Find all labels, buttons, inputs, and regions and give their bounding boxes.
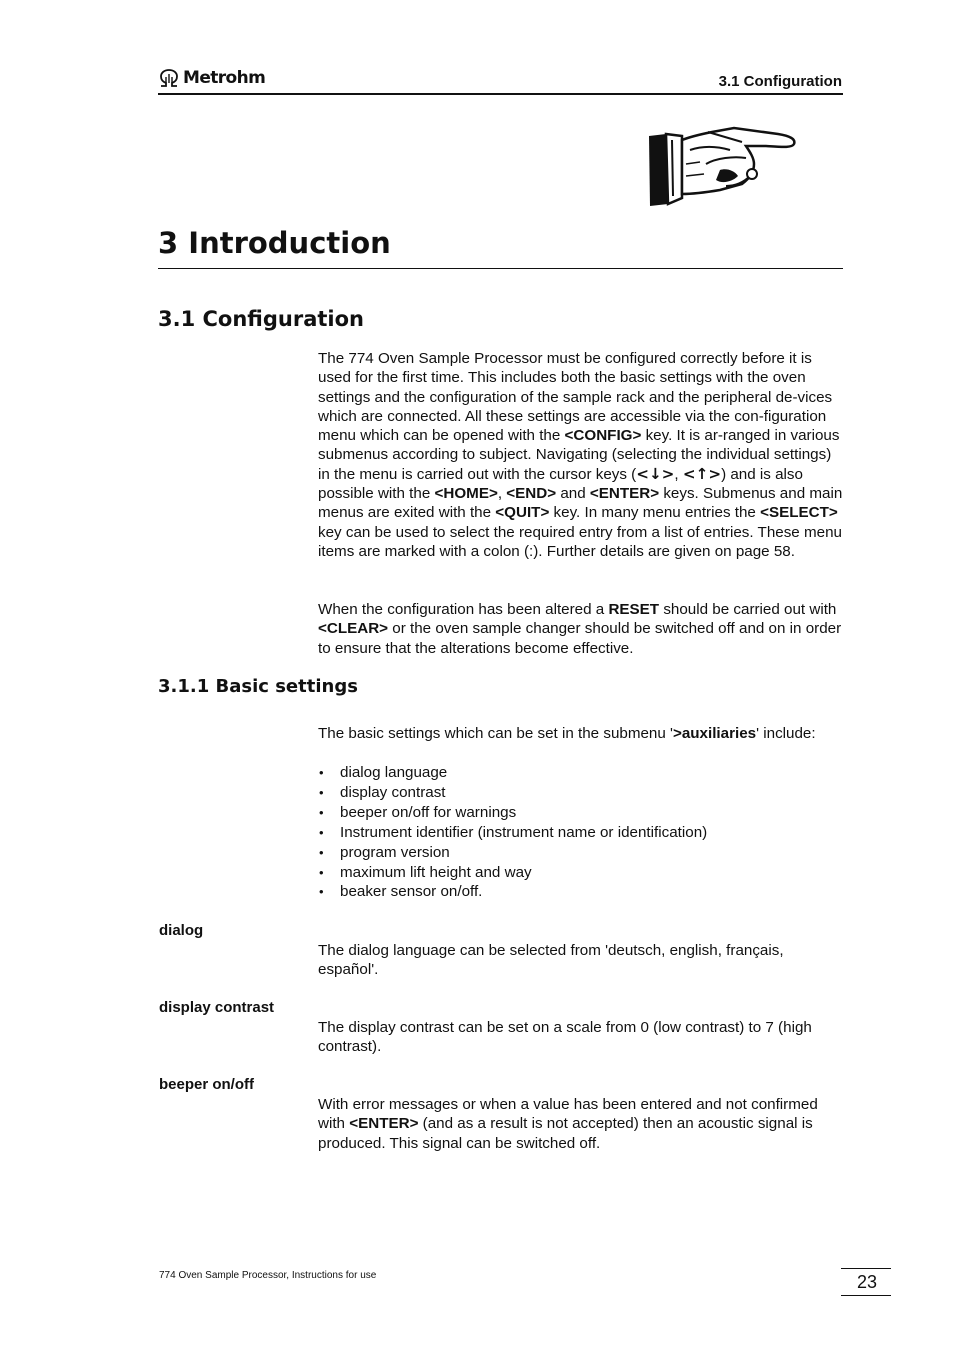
reset-label: RESET (608, 601, 660, 618)
end-key-label: <END> (506, 485, 557, 503)
header-divider (158, 93, 843, 95)
section-title: 3.1 Configuration (158, 307, 364, 331)
list-item: • dialog language (318, 763, 846, 783)
auxiliaries-menu-label: >auxiliaries (672, 725, 757, 742)
text-run: When the configuration has been altered a (318, 601, 609, 618)
list-item: • program version (318, 843, 846, 863)
configuration-paragraph (318, 349, 846, 561)
metrohm-logo (158, 66, 265, 90)
clear-key-label: <CLEAR> (318, 620, 389, 638)
text-run: or the oven sample changer should be switched off and on in order to ensure that the alterations become effective. (318, 620, 842, 657)
chapter-divider (158, 268, 843, 269)
chapter-title: 3 Introduction (158, 226, 391, 260)
metrohm-omega-logo-icon (158, 68, 180, 88)
home-key-label: <HOME> (434, 485, 498, 503)
basic-settings-intro (318, 724, 846, 743)
display-contrast-description: The display contrast can be set on a scale from 0 (low contrast) to 7 (high contrast). (318, 1019, 812, 1056)
cursor-up-key-label: <↑> (682, 464, 722, 483)
basic-settings-list (318, 763, 846, 902)
text-run: , (497, 485, 507, 503)
reset-paragraph (318, 600, 846, 658)
list-item: • maximum lift height and way (318, 863, 846, 883)
text-run: should be carried out with (659, 601, 837, 618)
list-item: • display contrast (318, 783, 846, 803)
subsection-title: 3.1.1 Basic settings (158, 676, 358, 697)
list-item: • beeper on/off for warnings (318, 803, 846, 823)
display-contrast-heading: display contrast (159, 999, 275, 1016)
text-run: The basic settings which can be set in the submenu ' (318, 725, 673, 742)
quit-key-label: <QUIT> (495, 504, 550, 522)
text-run: and (556, 485, 590, 503)
text-run: (and as a result is not accepted) then an acoustic signal is produced. This signal can be switched off. (318, 1115, 813, 1152)
text-run: , (674, 465, 683, 483)
dialog-description: The dialog language can be selected from 'deutsch, english, français, español'. (318, 942, 784, 979)
beeper-description (318, 1095, 846, 1153)
text-run: ) and is also possible with the (318, 465, 803, 503)
text-run: The 774 Oven Sample Processor must be configured correctly before it is used for the first time. This includes both the basic settings with the oven settings and the configuration of the sample rack and the peripheral de-vices which are connected. All these settings are accessible via the con-figuration menu which can be opened with the (318, 350, 833, 445)
list-item: • Instrument identifier (instrument name or identification) (318, 823, 846, 843)
page-number: 23 (856, 1272, 877, 1292)
beeper-heading: beeper on/off (159, 1076, 255, 1093)
page-number-box (841, 1268, 891, 1296)
footer-document-title: 774 Oven Sample Processor, Instructions for use (159, 1270, 377, 1281)
text-run: ' include: (756, 725, 816, 742)
cursor-down-key-label: <↓> (636, 464, 675, 483)
running-header-section: 3.1 Configuration (718, 73, 842, 90)
pointing-hand-icon (646, 124, 798, 208)
list-item: • beaker sensor on/off. (318, 882, 846, 902)
enter-key-label: <ENTER> (349, 1115, 419, 1133)
enter-key-label: <ENTER> (589, 485, 660, 503)
config-key-label: <CONFIG> (564, 427, 642, 445)
text-run: keys. Submenus and main menus are exited with the (318, 485, 843, 522)
select-key-label: <SELECT> (760, 504, 838, 522)
text-run: key. It is ar-ranged in various submenus according to subject. Navigating (selecting the individual settings) in the menu is carried out with the cursor keys ( (318, 427, 840, 483)
text-run: key can be used to select the required entry from a list of entries. These menu items are marked with a colon (:). Further details are given on page 58. (318, 523, 842, 560)
text-run: key. In many menu entries the (549, 504, 761, 522)
logo-text: Metrohm (183, 68, 266, 88)
text-run: With error messages or when a value has been entered and not confirmed with (318, 1096, 818, 1133)
dialog-heading: dialog (159, 922, 204, 939)
